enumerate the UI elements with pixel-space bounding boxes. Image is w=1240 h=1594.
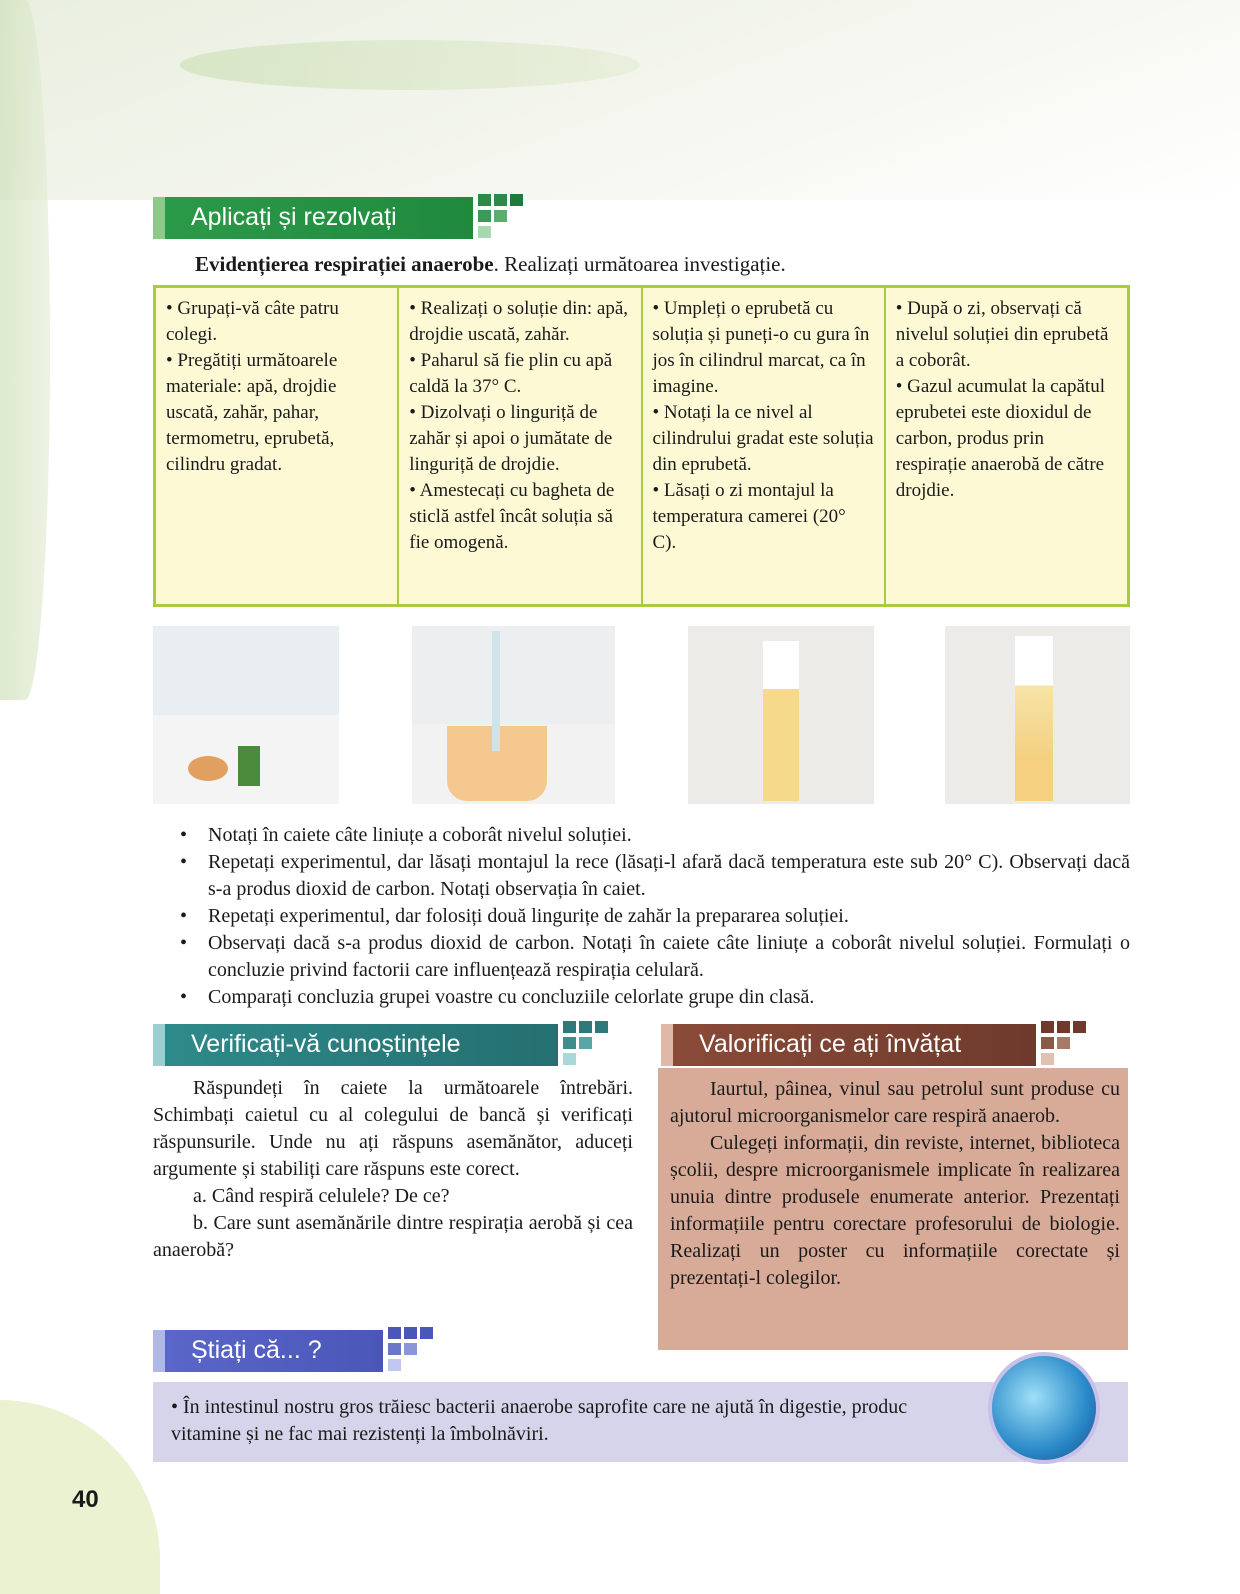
photo-cylinder-after [945, 626, 1130, 804]
intro-text: . Realizați următoarea investigație. [493, 252, 786, 276]
section-title: Verificați-vă cunoștințele [191, 1030, 461, 1058]
step-text: • Pregătiți următoarele materiale: apă, drojdie uscată, zahăr, pahar, termometru, eprubetă, cilindru gradat. [166, 350, 338, 475]
squares-icon [563, 1021, 615, 1069]
step-text: • După o zi, observați că nivelul soluției din eprubetă a coborât. [895, 298, 1109, 371]
step-text: • Paharul să fie plin cu apă caldă la 37° C. [409, 350, 613, 397]
question-b: b. Care sunt asemănările dintre respirația aerobă și cea anaerobă? [153, 1212, 633, 1261]
know-box [153, 1382, 1128, 1462]
step-text: • Lăsați o zi montajul la temperatura camerei (20° C). [652, 480, 846, 553]
list-item: • Comparați concluzia grupei voastre cu concluziile celorlate grupe din clasă. [180, 984, 1130, 1011]
step-text: • Dizolvați o linguriță de zahăr și apoi o jumătate de linguriță de drojdie. [409, 402, 613, 475]
step-text: • Umpleți o eprubetă cu soluția și puneți-o cu gura în jos în cilindrul marcat, ca în imagine. [652, 298, 870, 397]
steps-table [153, 285, 1130, 607]
step-text: • Amestecați cu bagheta de sticlă astfel încât soluția să fie omogenă. [409, 480, 615, 553]
section-header-verify [153, 1024, 558, 1066]
question-a: a. Când respiră celulele? De ce? [193, 1185, 450, 1207]
list-item: • Observați dacă s-a produs dioxid de carbon. Notați în caiete câte liniuțe a coborât nivelul soluției. Formulați o concluzie privind factorii care influențează respirația celulară. [180, 930, 1130, 984]
section-header-know [153, 1330, 383, 1372]
step-column [643, 288, 886, 604]
step-text: • Grupați-vă câte patru colegi. [166, 298, 339, 345]
know-text: • În intestinul nostru gros trăiesc bacterii anaerobe saprofite care ne ajută în digestie, produc vitamine și ne fac mai rezistenți la îmbolnăviri. [171, 1396, 908, 1445]
photo-solution [412, 626, 615, 804]
photo-cylinder [688, 626, 874, 804]
list-item: • Repetați experimentul, dar lăsați montajul la rece (lăsați-l afară dacă temperatura este sub 20° C). Observați dacă s-a produs dioxid de carbon. Notați observația în caiet. [180, 849, 1130, 903]
intro-bold: Evidențierea respirației anaerobe [195, 252, 494, 276]
value-paragraph: Iaurtul, pâinea, vinul sau petrolul sunt produse cu ajutorul microorganismelor care respiră anaerob. [670, 1078, 1120, 1127]
step-column [886, 288, 1127, 604]
verify-paragraph: Răspundeți în caiete la următoarele întrebări. Schimbați caietul cu al colegului de bancă și verificați răspunsurile. Unde nu ați răspuns asemănător, aduceți argumente și stabiliți care răspuns este corect. [153, 1077, 633, 1180]
section-header-value [661, 1024, 1036, 1066]
list-item: • Repetați experimentul, dar folosiți două lingurițe de zahăr la prepararea soluției. [180, 903, 1130, 930]
step-text: • Gazul acumulat la capătul eprubetei este dioxidul de carbon, produs prin respirație anaerobă de către drojdie. [895, 376, 1105, 501]
value-paragraph: Culegeți informații, din reviste, internet, biblioteca școlii, despre microorganismele implicate în realizarea unuia dintre produsele enumerate anterior. Prezentați informațiile pentru corectare profesorului de biologie. Realizați un poster cu informațiile corectate și prezentați-l colegilor. [670, 1132, 1120, 1289]
instructions-list [180, 822, 1130, 1011]
squares-icon [388, 1327, 440, 1375]
step-column [156, 288, 399, 604]
photo-materials [153, 626, 339, 804]
background [0, 0, 1240, 200]
leaf-decoration [0, 0, 50, 700]
step-text: • Notați la ce nivel al cilindrului gradat este soluția din eprubetă. [652, 402, 874, 475]
step-text: • Realizați o soluție din: apă, drojdie uscată, zahăr. [409, 298, 629, 345]
step-column [399, 288, 642, 604]
intro [195, 252, 1125, 277]
squares-icon [478, 194, 530, 242]
page-number: 40 [72, 1486, 99, 1513]
bacteria-image [988, 1352, 1100, 1464]
list-item: • Notați în caiete câte liniuțe a coborât nivelul soluției. [180, 822, 1130, 849]
section-title: Știați că... ? [191, 1336, 322, 1364]
section-header-apply [153, 197, 473, 239]
section-title: Aplicați și rezolvați [191, 203, 397, 231]
value-box [658, 1068, 1128, 1350]
squares-icon [1041, 1021, 1093, 1069]
leaf-decoration [180, 40, 640, 90]
verify-content [153, 1075, 633, 1264]
section-title: Valorificați ce ați învățat [699, 1030, 962, 1058]
